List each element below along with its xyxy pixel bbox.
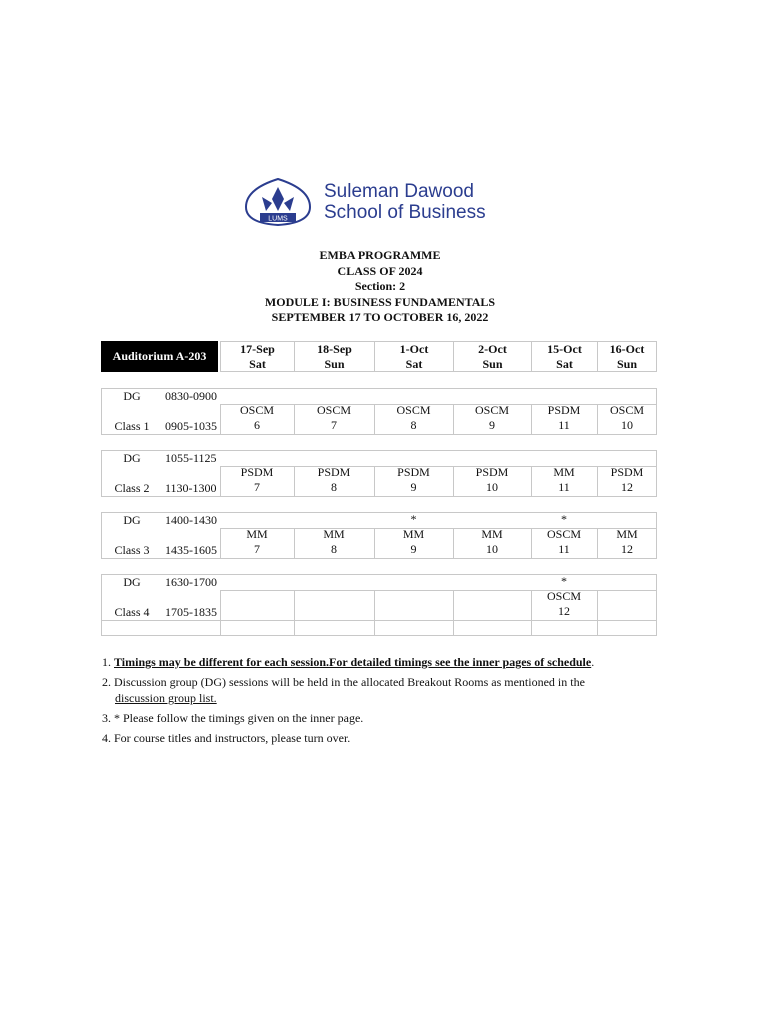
cell-course: MM: [616, 527, 638, 541]
day-of-week: Sun: [482, 356, 503, 371]
page-heading: [0, 248, 760, 326]
notes-list: [102, 654, 622, 750]
dg-label: DG: [123, 389, 141, 403]
day-of-week: Sun: [616, 356, 638, 371]
empty-row-divider: [374, 620, 375, 636]
schedule-cell: [220, 590, 294, 620]
cell-course: PSDM: [475, 465, 509, 479]
day-of-week: Sat: [556, 356, 573, 371]
empty-row-divider: [453, 620, 454, 636]
day-of-week: Sat: [405, 356, 423, 371]
day-header: [453, 341, 532, 372]
schedule-cell: [453, 590, 531, 620]
cell-course: PSDM: [397, 465, 430, 479]
heading-line: CLASS OF 2024: [337, 263, 423, 278]
day-date: 1-Oct: [399, 341, 429, 356]
cell-session: 8: [331, 480, 337, 494]
dg-time: 1630-1700: [165, 575, 217, 589]
empty-row-divider: [597, 620, 598, 636]
heading-line: Section: 2: [354, 279, 406, 293]
cell-course: MM: [323, 527, 345, 541]
cell-course: OSCM: [316, 403, 352, 417]
cell-session: 9: [410, 480, 417, 494]
cell-session: 8: [410, 418, 417, 432]
day-header: [374, 341, 454, 372]
cell-course: OSCM: [546, 589, 582, 603]
class-label: Class 1: [114, 419, 150, 433]
dg-label: DG: [123, 451, 141, 465]
cell-course: OSCM: [239, 403, 275, 417]
class-time: 1705-1835: [165, 605, 217, 619]
logo-line-1: Suleman Dawood: [324, 181, 474, 202]
cell-session: 12: [621, 542, 633, 556]
schedule-cell: [374, 590, 453, 620]
cell-course: OSCM: [546, 527, 582, 541]
cell-session: 10: [621, 418, 633, 432]
cell-course: OSCM: [609, 403, 645, 417]
day-of-week: Sat: [249, 356, 266, 371]
note-2: 2. Discussion group (DG) sessions will be held in the allocated Breakout Rooms as mentioned in the discussion group list.: [102, 675, 585, 705]
cell-marker: *: [561, 574, 567, 588]
class-time: 1435-1605: [165, 543, 217, 557]
cell-session: 7: [331, 418, 337, 432]
cell-course: PSDM: [547, 403, 581, 417]
cell-session: 6: [254, 418, 260, 432]
cell-course: OSCM: [396, 403, 431, 417]
dg-label: DG: [123, 513, 141, 527]
cell-session: 11: [558, 542, 570, 556]
logo-line-2: School of Business: [324, 202, 486, 223]
cell-session: 7: [254, 542, 260, 556]
class-label: Class 4: [114, 605, 150, 619]
cell-course: PSDM: [317, 465, 351, 479]
cell-session: 11: [558, 480, 570, 494]
cell-session: 7: [254, 480, 260, 494]
class-label: Class 2: [114, 481, 150, 495]
day-date: 18-Sep: [317, 341, 352, 356]
day-header: [597, 341, 657, 372]
heading-line: SEPTEMBER 17 TO OCTOBER 16, 2022: [271, 310, 489, 324]
empty-row: [101, 620, 657, 636]
class-label: Class 3: [114, 543, 150, 557]
empty-row-divider: [220, 620, 221, 636]
lums-emblem-icon: [238, 173, 318, 231]
dg-label: DG: [123, 575, 141, 589]
note-1: 1. Timings may be different for each session.For detailed timings see the inner pages of schedule.: [102, 655, 595, 669]
cell-course: MM: [246, 527, 268, 541]
dg-time: 0830-0900: [165, 389, 217, 403]
cell-session: 9: [489, 418, 495, 432]
cell-course: PSDM: [610, 465, 644, 479]
empty-row-divider: [531, 620, 532, 636]
class-time: 1130-1300: [165, 481, 217, 495]
day-date: 2-Oct: [478, 341, 507, 356]
cell-session: 11: [558, 418, 570, 432]
cell-course: MM: [402, 527, 425, 541]
class-time: 0905-1035: [165, 419, 217, 433]
cell-course: OSCM: [474, 403, 510, 417]
heading-line: MODULE I: BUSINESS FUNDAMENTALS: [264, 294, 496, 309]
cell-session: 8: [331, 542, 337, 556]
svg-text:LUMS: LUMS: [268, 215, 288, 223]
day-date: 16-Oct: [609, 341, 645, 356]
day-date: 17-Sep: [240, 341, 275, 356]
schedule-cell: [294, 590, 374, 620]
discussion-group-list-link[interactable]: discussion group list.: [115, 691, 217, 705]
day-of-week: Sun: [324, 356, 345, 371]
day-header: [531, 341, 598, 372]
heading-line: EMBA PROGRAMME: [319, 248, 441, 262]
venue-label: Auditorium A-203: [101, 341, 218, 372]
cell-session: 9: [410, 542, 417, 556]
cell-course: MM: [553, 465, 575, 479]
cell-session: 12: [621, 480, 633, 494]
cell-session: 10: [486, 480, 498, 494]
day-date: 15-Oct: [547, 341, 582, 356]
cell-session: 10: [486, 542, 498, 556]
school-logo: [238, 173, 498, 231]
day-header: [220, 341, 295, 372]
dg-time: 1400-1430: [165, 513, 217, 527]
cell-course: MM: [481, 527, 503, 541]
cell-marker: *: [561, 512, 567, 526]
cell-course: PSDM: [240, 465, 274, 479]
dg-time: 1055-1125: [165, 451, 217, 465]
note-4: 4. For course titles and instructors, please turn over.: [102, 731, 351, 745]
empty-row-divider: [294, 620, 295, 636]
schedule-cell: [597, 590, 657, 620]
cell-session: 12: [558, 604, 570, 618]
note-3: 3. * Please follow the timings given on the inner page.: [102, 711, 364, 725]
day-header: [294, 341, 375, 372]
cell-marker: *: [410, 512, 417, 526]
